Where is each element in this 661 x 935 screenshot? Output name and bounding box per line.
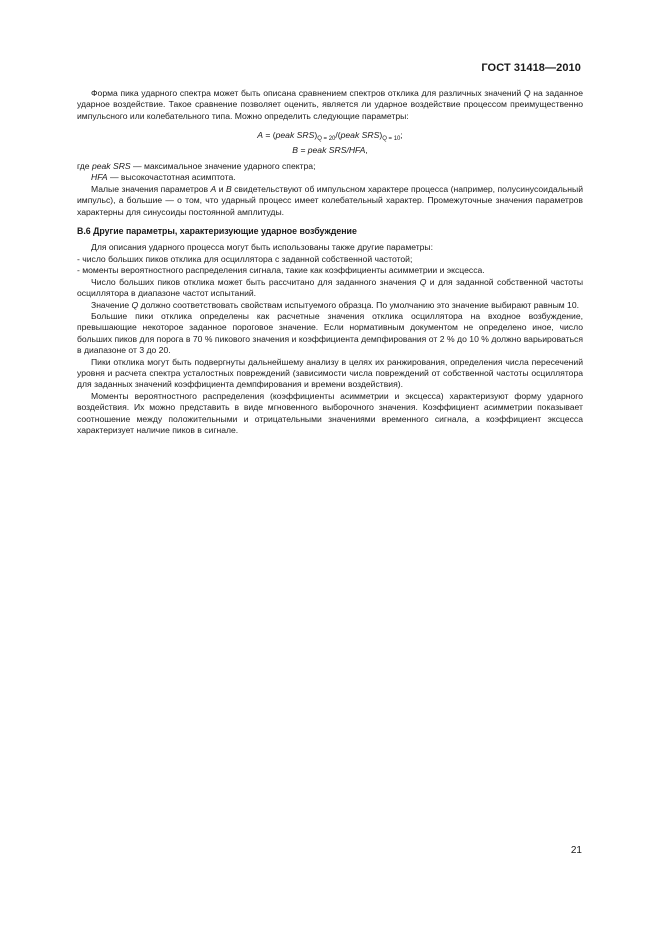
text-run: и для заданной собственной частоты осциллятора в диапазоне частот испытаний. (77, 276, 583, 299)
text-run: Форма пика ударного спектра может быть описана сравнением спектров отклика для различных значений (91, 88, 524, 98)
text-run: где (77, 161, 92, 172)
where-definition-2 (77, 172, 583, 183)
variable-b: B (292, 144, 298, 155)
variable-b: B (225, 183, 232, 194)
text-run: Значение (91, 299, 132, 310)
paragraph-peak-count (77, 277, 583, 300)
formula-term: peak SRS (340, 130, 380, 141)
variable-q: Q (523, 88, 531, 98)
text-run: Число больших пиков отклика может быть рассчитано для заданного значения (91, 276, 420, 287)
formula-subscript: Q = 10 (382, 136, 401, 143)
paragraph-q-value (77, 300, 583, 311)
text-run: — максимальное значение ударного спектра; (130, 161, 316, 172)
paragraph-moments: Моменты вероятностного распределения (коэффициенты асимметрии и эксцесса) характеризуют форму ударного воздействия. Их можно представить в виде мгновенного выборочного значения. Коэффициент асимметрии показывает соотношение между положительными и отрицательными значениями временного сигнала, а коэффициент эксцесса характеризует наличие пиков в сигнале. (77, 390, 583, 435)
text-run: — высокочастотная асимптота. (107, 172, 236, 183)
text-run: и (216, 183, 226, 194)
variable-q: Q (131, 299, 139, 310)
formula-text: ) (379, 130, 383, 141)
formula-b (77, 145, 583, 156)
paragraph-other-params: Для описания ударного процесса могут быть использованы также другие параметры: (91, 242, 433, 253)
variable-q: Q (419, 276, 427, 287)
term: peak SRS (91, 161, 131, 172)
text-run: на заданное ударное воздействие. Такое сравнение позволяет оценить, является ли ударное воздействие процессом преимущественно импульсного или колебательного типа. Можно определить следующие параметры: (77, 88, 583, 121)
paragraph-srs-shape (77, 88, 583, 122)
term: HFA (91, 172, 108, 183)
formula-text: = ( (262, 130, 276, 141)
paragraph-peak-analysis: Пики отклика могут быть подвергнуты дальнейшему анализу в целях их ранжирования, определения числа пересечений уровня и расчета спектра усталостных повреждений (зависимости числа повреждений от собственной частоты осциллятора для заданных значений коэффициента демпфирования и времени воздействия). (77, 356, 583, 390)
formula-term: peak SRS (275, 130, 315, 141)
formula-text: ) (314, 130, 318, 141)
section-heading: В.6 Другие параметры, характеризующие ударное возбуждение (77, 226, 357, 237)
text-run: свидетельствуют об импульсном характере процесса (например, полусинусоидальный импульс), а большие — о том, что ударный процесс имеет колебательный характер. Промежуточные значения параметров характерны для синусоиды постоянной амплитуды. (77, 183, 583, 217)
page-number: 21 (570, 845, 582, 856)
formula-subscript: Q = 20 (317, 136, 336, 143)
standard-designation: ГОСТ 31418—2010 (481, 62, 581, 74)
variable-a: A (257, 130, 263, 141)
formula-term: = peak SRS/HFA (297, 144, 366, 155)
text-run: Малые значения параметров (91, 183, 211, 194)
variable-a: A (210, 183, 217, 194)
formula-text: /( (335, 130, 341, 141)
formula-a (77, 130, 583, 141)
where-definition-1 (77, 161, 583, 172)
list-item: - моменты вероятностного распределения сигнала, такие как коэффициенты асимметрии и эксцесса. (77, 265, 485, 276)
formula-text: , (365, 144, 368, 155)
paragraph-small-values (77, 184, 583, 218)
text-run: должно соответствовать свойствам испытуемого образца. По умолчанию это значение выбирают равным 10. (138, 299, 579, 310)
formula-text: ; (400, 130, 403, 141)
list-item: - число больших пиков отклика для осциллятора с заданной собственной частотой; (77, 253, 413, 264)
document-body (77, 88, 583, 436)
paragraph-large-peaks: Большие пики отклика определены как расчетные значения отклика осциллятора на входное возбуждение, превышающие некоторое заданное пороговое значение. Если нормативным документом не определено иное, число больших пиков для порога в 70 % пикового значения и коэффициента демпфирования от 2 % до 10 % должно варьироваться в диапазоне от 3 до 20. (77, 310, 583, 356)
